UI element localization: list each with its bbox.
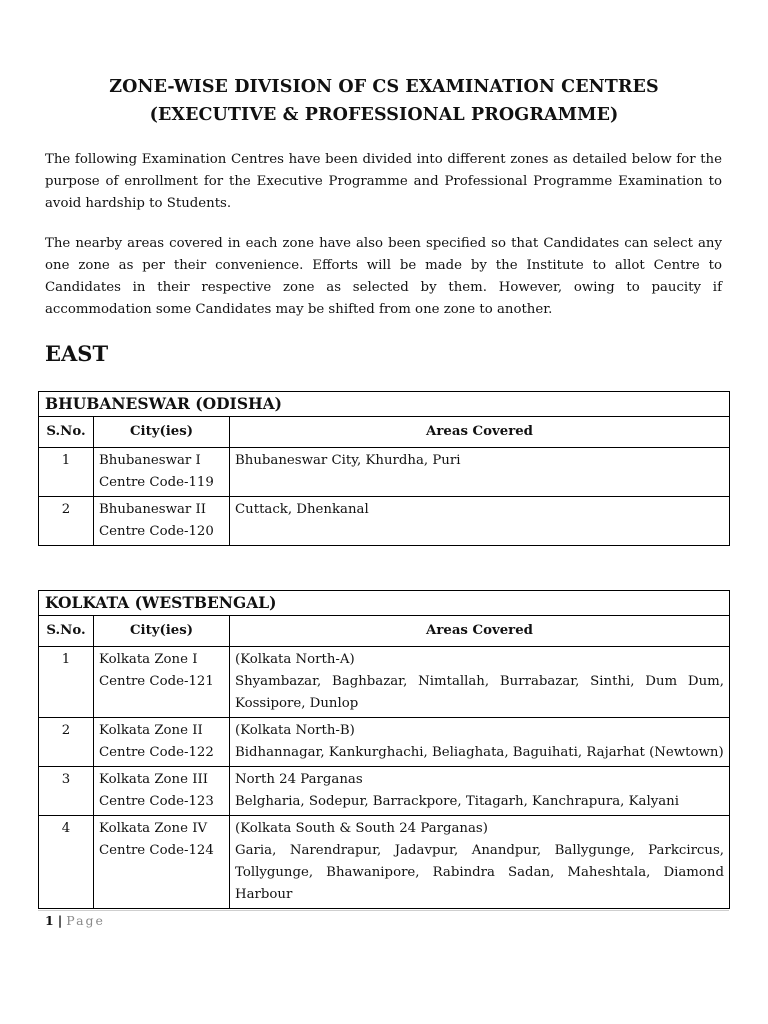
cell-areas <box>230 497 730 546</box>
centre-code: Centre Code-124 <box>99 843 214 858</box>
centre-code: Centre Code-120 <box>99 524 214 539</box>
header-areas: Areas Covered <box>230 616 730 647</box>
header-sno: S.No. <box>39 616 94 647</box>
header-sno: S.No. <box>39 417 94 448</box>
centre-code: Centre Code-122 <box>99 745 214 760</box>
document-title-line1: ZONE-WISE DIVISION OF CS EXAMINATION CENTRES <box>109 77 659 97</box>
footer-separator: | <box>57 913 63 928</box>
region-header-row <box>39 392 730 417</box>
zone-heading: EAST <box>45 341 109 366</box>
column-header-row <box>39 417 730 448</box>
footer-divider <box>38 910 729 911</box>
cell-sno: 1 <box>39 647 94 718</box>
centres-table-bhubaneswar <box>38 391 730 546</box>
cell-sno: 1 <box>39 448 94 497</box>
intro-paragraph-2: The nearby areas covered in each zone have also been specified so that Candidates can select any one zone as per their convenience. Efforts will be made by the Institute to allot Centre to Candidates in their respective zone as selected by them. However, owing to paucity if accommodation some Candidates may be shifted from one zone to another. <box>45 236 722 317</box>
areas-title: (Kolkata North-B) <box>235 723 355 738</box>
cell-city <box>94 448 230 497</box>
region-name: KOLKATA (WESTBENGAL) <box>39 591 730 616</box>
cell-city <box>94 718 230 767</box>
cell-sno: 4 <box>39 816 94 909</box>
cell-city <box>94 816 230 909</box>
city-name: Kolkata Zone I <box>99 652 198 667</box>
document-title-line2: (EXECUTIVE & PROFESSIONAL PROGRAMME) <box>149 105 619 125</box>
areas-list: Belgharia, Sodepur, Barrackpore, Titagarh, Kanchrapura, Kalyani <box>235 794 679 809</box>
areas-title: North 24 Parganas <box>235 772 363 787</box>
table-row <box>39 816 730 909</box>
areas-title: (Kolkata South & South 24 Parganas) <box>235 821 488 836</box>
centre-code: Centre Code-121 <box>99 674 214 689</box>
city-name: Kolkata Zone IV <box>99 821 208 836</box>
cell-areas <box>230 767 730 816</box>
areas-list: Garia, Narendrapur, Jadavpur, Anandpur, Ballygunge, Parkcircus, Tollygunge, Bhawanipore, Rabindra Sadan, Maheshtala, Diamond Harbour <box>235 843 724 902</box>
table-row <box>39 767 730 816</box>
cell-city <box>94 497 230 546</box>
intro-paragraph-1: The following Examination Centres have been divided into different zones as detailed below for the purpose of enrollment for the Executive Programme and Professional Programme Examination to avoid hardship to Students. <box>45 152 722 211</box>
header-city: City(ies) <box>94 417 230 448</box>
header-areas: Areas Covered <box>230 417 730 448</box>
cell-areas <box>230 448 730 497</box>
city-name: Kolkata Zone II <box>99 723 203 738</box>
areas-title: Cuttack, Dhenkanal <box>235 502 369 517</box>
areas-title: Bhubaneswar City, Khurdha, Puri <box>235 453 461 468</box>
region-header-row <box>39 591 730 616</box>
centres-table-kolkata <box>38 590 730 909</box>
areas-list: Bidhannagar, Kankurghachi, Beliaghata, Baguihati, Rajarhat (Newtown) <box>235 745 724 760</box>
city-name: Bhubaneswar II <box>99 502 206 517</box>
table-row <box>39 647 730 718</box>
centre-code: Centre Code-123 <box>99 794 214 809</box>
cell-areas <box>230 816 730 909</box>
cell-sno: 3 <box>39 767 94 816</box>
cell-city <box>94 647 230 718</box>
cell-sno: 2 <box>39 718 94 767</box>
header-city: City(ies) <box>94 616 230 647</box>
page-label: Page <box>66 913 105 928</box>
city-name: Bhubaneswar I <box>99 453 201 468</box>
city-name: Kolkata Zone III <box>99 772 208 787</box>
areas-title: (Kolkata North-A) <box>235 652 355 667</box>
cell-areas <box>230 718 730 767</box>
areas-list: Shyambazar, Baghbazar, Nimtallah, Burrabazar, Sinthi, Dum Dum, Kossipore, Dunlop <box>235 674 724 711</box>
page-number: 1 <box>45 913 54 928</box>
column-header-row <box>39 616 730 647</box>
centre-code: Centre Code-119 <box>99 475 214 490</box>
table-row <box>39 497 730 546</box>
region-name: BHUBANESWAR (ODISHA) <box>39 392 730 417</box>
cell-sno: 2 <box>39 497 94 546</box>
page-footer <box>45 913 105 928</box>
cell-areas <box>230 647 730 718</box>
cell-city <box>94 767 230 816</box>
table-row <box>39 718 730 767</box>
table-row <box>39 448 730 497</box>
